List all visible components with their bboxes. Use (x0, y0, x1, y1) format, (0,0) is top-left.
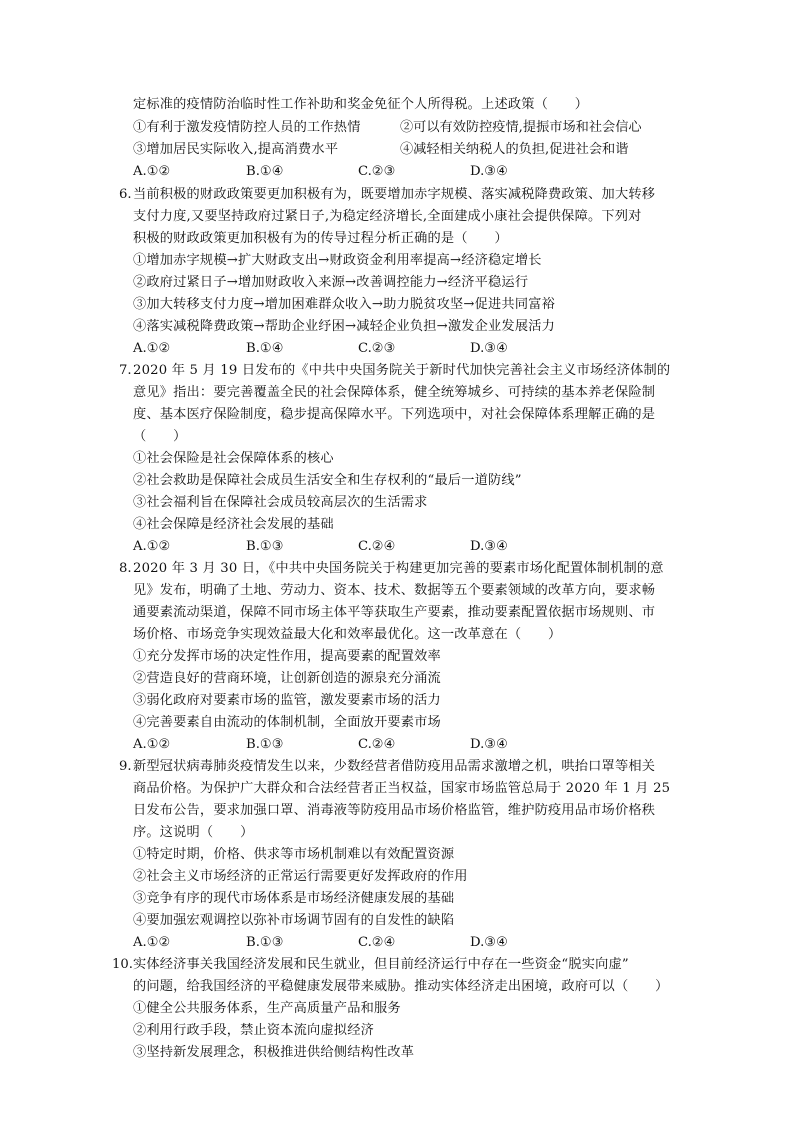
q8-number: 8. (119, 561, 132, 576)
q5-choice-b: B.①④ (246, 164, 284, 179)
q5-item-2: ②可以有效防控疫情,提振市场和社会信心 (400, 120, 642, 135)
q7-line: （ ） (133, 429, 187, 444)
q7-choice-d: D.③④ (470, 539, 508, 554)
q8-choice-b: B.①③ (246, 737, 284, 752)
q9-line: 商品价格。为保护广大群众和合法经营者正当权益，国家市场监管总局于 2020 年 1 月 25 (133, 781, 671, 796)
q8-line: 场价格、市场竞争实现效益最大化和效率最优化。这一改革意在（ ） (133, 627, 562, 642)
q5-item-1: ①有利于激发疫情防控人员的工作热情 (133, 120, 361, 135)
q8-line: 2020 年 3 月 30 日，《中共中央国务院关于构建更加完善的要素市场化配置体制机制的意 (133, 561, 664, 576)
q10-item: ②利用行政手段，禁止资本流向虚拟经济 (133, 1023, 374, 1038)
q5-choice-d: D.③④ (470, 164, 508, 179)
q7-number: 7. (119, 363, 132, 378)
q5-choice-a: A.①② (133, 164, 171, 179)
q6-number: 6. (119, 187, 132, 202)
q7-choice-c: C.②④ (358, 539, 396, 554)
q9-item: ④要加强宏观调控以弥补市场调节固有的自发性的缺陷 (133, 913, 455, 928)
q6-choice-a: A.①② (133, 341, 171, 356)
q8-item: ①充分发挥市场的决定性作用，提高要素的配置效率 (133, 649, 441, 664)
q8-choice-d: D.③④ (470, 737, 508, 752)
q6-line: 积极的财政政策更加积极有为的传导过程分析正确的是（ ） (133, 231, 508, 246)
q9-line: 新型冠状病毒肺炎疫情发生以来，少数经营者借防疫用品需求激增之机，哄抬口罩等相关 (133, 759, 656, 774)
q9-choice-b: B.①③ (246, 935, 284, 950)
q9-item: ③竞争有序的现代市场体系是市场经济健康发展的基础 (133, 891, 455, 906)
q9-choice-d: D.③④ (470, 935, 508, 950)
q10-number: 10. (112, 957, 133, 972)
q8-choice-c: C.②④ (358, 737, 396, 752)
q5-item-3: ③增加居民实际收入,提高消费水平 (133, 142, 339, 157)
q7-line: 度、基本医疗保险制度，稳步提高保障水平。下列选项中，对社会保障体系理解正确的是 (133, 407, 656, 422)
q5-line: 定标准的疫情防治临时性工作补助和奖金免征个人所得税。上述政策（ ） (133, 97, 589, 112)
q9-line: 序。这说明（ ） (133, 825, 254, 840)
q10-item: ③坚持新发展理念，积极推进供给侧结构性改革 (133, 1045, 415, 1060)
q7-item: ②社会救助是保障社会成员生活安全和生存权利的“最后一道防线” (133, 473, 522, 488)
q6-item: ①增加赤字规模→扩大财政支出→财政资金利用率提高→经济稳定增长 (133, 253, 542, 268)
q9-item: ①特定时期，价格、供求等市场机制难以有效配置资源 (133, 847, 455, 862)
q10-item: ①健全公共服务体系，生产高质量产品和服务 (133, 1001, 401, 1016)
q7-item: ③社会福利旨在保障社会成员较高层次的生活需求 (133, 495, 428, 510)
q8-item: ②营造良好的营商环境，让创新创造的源泉充分涌流 (133, 671, 441, 686)
q9-choice-c: C.②④ (358, 935, 396, 950)
q7-item: ①社会保险是社会保障体系的核心 (133, 451, 334, 466)
q6-item: ④落实减税降费政策→帮助企业纾困→减轻企业负担→激发企业发展活力 (133, 319, 555, 334)
q6-choice-b: B.①④ (246, 341, 284, 356)
q6-item: ③加大转移支付力度→增加困难群众收入→助力脱贫攻坚→促进共同富裕 (133, 297, 555, 312)
q7-item: ④社会保障是经济社会发展的基础 (133, 517, 334, 532)
q5-item-4: ④减轻相关纳税人的负担,促进社会和谐 (400, 142, 629, 157)
q5-choice-c: C.②③ (358, 164, 396, 179)
q8-line: 通要素流动渠道，保障不同市场主体平等获取生产要素，推动要素配置依据市场规则、市 (133, 605, 656, 620)
q9-line: 日发布公告，要求加强口罩、消毒液等防疫用品市场价格监管，维护防疫用品市场价格秩 (133, 803, 656, 818)
q9-item: ②社会主义市场经济的正常运行需要更好发挥政府的作用 (133, 869, 468, 884)
q9-number: 9. (119, 759, 132, 774)
q8-item: ④完善要素自由流动的体制机制，全面放开要素市场 (133, 715, 441, 730)
q10-line: 实体经济事关我国经济发展和民生就业，但目前经济运行中存在一些资金“脱实向虚” (133, 957, 629, 972)
q8-choice-a: A.①② (133, 737, 171, 752)
q7-line: 意见》指出：要完善覆盖全民的社会保障体系，健全统筹城乡、可持续的基本养老保险制 (133, 385, 656, 400)
q8-item: ③弱化政府对要素市场的监管，激发要素市场的活力 (133, 693, 441, 708)
q6-item: ②政府过紧日子→增加财政收入来源→改善调控能力→经济平稳运行 (133, 275, 529, 290)
q10-line: 的问题，给我国经济的平稳健康发展带来威胁。推动实体经济走出困境，政府可以（ ） (133, 979, 669, 994)
q9-choice-a: A.①② (133, 935, 171, 950)
q6-line: 当前积极的财政政策要更加积极有为，既要增加赤字规模、落实减税降费政策、加大转移 (133, 187, 656, 202)
q7-choice-b: B.①③ (246, 539, 284, 554)
q6-choice-c: C.②③ (358, 341, 396, 356)
q8-line: 见》发布，明确了土地、劳动力、资本、技术、数据等五个要素领域的改革方向，要求畅 (133, 583, 656, 598)
q6-choice-d: D.③④ (470, 341, 508, 356)
q7-line: 2020 年 5 月 19 日发布的《中共中央国务院关于新时代加快完善社会主义市场经济体制的 (133, 363, 671, 378)
q6-line: 支付力度,又要坚持政府过紧日子,为稳定经济增长,全面建成小康社会提供保障。下列对 (133, 209, 642, 224)
q7-choice-a: A.①② (133, 539, 171, 554)
